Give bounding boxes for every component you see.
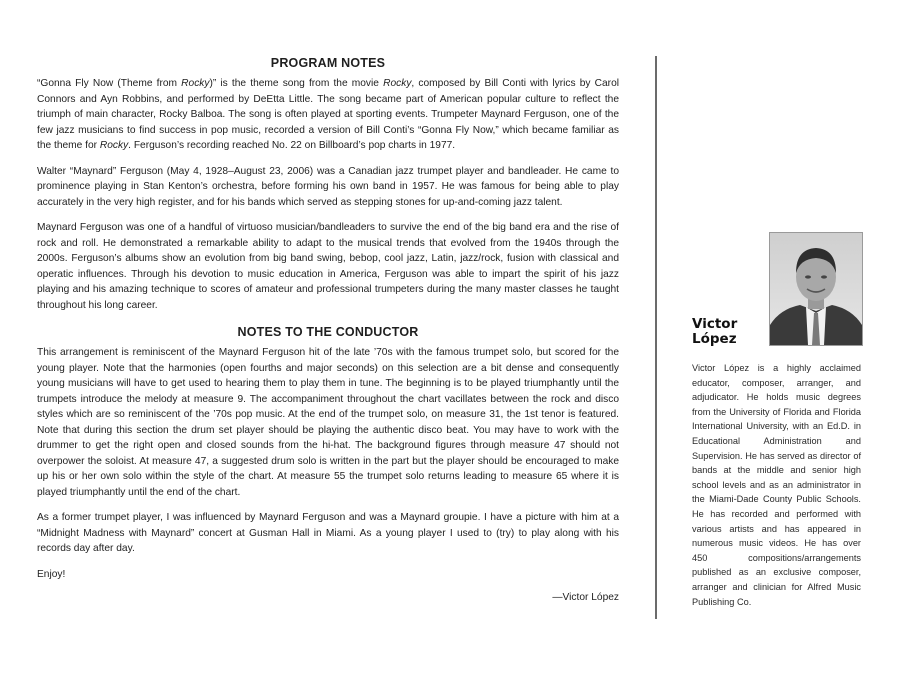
program-notes-heading: PROGRAM NOTES bbox=[270, 56, 386, 70]
program-notes-paragraph-1: “Gonna Fly Now (Theme from Rocky)” is the theme song from the movie Rocky, composed by Bill Conti with lyrics by Carol Connors and Ayn Robbins, and performed by DeEtta Little. The song became part of American popular culture to reflect the triumph of main character, Rocky Balboa. The song is often played at sporting events. Trumpeter Maynard Ferguson, one of the few jazz musicians to find success in pop music, recorded a version of Bill Conti’s “Gonna Fly Now,” which became familiar as the theme for Rocky. Ferguson’s recording reached No. 22 on Billboard’s pop charts in 1977. bbox=[37, 78, 619, 151]
main-column bbox=[37, 56, 619, 603]
conductor-notes-paragraph-2: As a former trumpet player, I was influenced by Maynard Ferguson and was a Maynard groupie. I have a picture with him at a “Midnight Madness with Maynard” concert at Gusman Hall in Miami. As a young player I used to (try) to play along with his records day after day. bbox=[37, 512, 619, 554]
program-notes-paragraph-3: Maynard Ferguson was one of a handful of virtuoso musician/bandleaders to survive the end of the big band era and the rise of rock and roll. He demonstrated a remarkable ability to adapt to the musical trends that evolved from the 1940s through the 2000s. Ferguson’s albums show an evolution from big band swing, bebop, cool jazz, Latin, jazz/rock, fusion with classical and operatic influences. Through his devotion to music education in America, Ferguson was able to impart the spirit of his jazz playing and his amazing technique to scores of amateur and professional trumpeters during the many master classes he taught throughout his long career. bbox=[37, 222, 619, 311]
author-last-name: López bbox=[692, 331, 737, 347]
conductor-notes-heading: NOTES TO THE CONDUCTOR bbox=[237, 325, 419, 339]
author-bio: Victor López is a highly acclaimed educator, composer, arranger, and adjudicator. He holds music degrees from the University of Florida and Florida International University, with an Ed.D. in Educational Administration and Supervision. He has served as director of bands at the middle and senior high school levels and as an administrator in the Miami-Dade County Public Schools. He has recorded and performed with various artists and has appeared in numerous music videos. He has over 450 compositions/arrangements published as an exclusive composer, arranger and clinician for Alfred Music Publishing Co. bbox=[692, 363, 861, 607]
author-name bbox=[692, 317, 737, 347]
signature: —Victor López bbox=[552, 592, 619, 603]
portrait-image bbox=[770, 233, 862, 345]
conductor-notes-paragraph-1: This arrangement is reminiscent of the Maynard Ferguson hit of the late ’70s with the famous trumpet solo, but scored for the young player. Note that the harmonies (open fourths and major seconds) on this selection are a bit dense and consequently young musicians will have to get used to hearing them to play them in tune. The beginning is to be played triumphantly until the trumpets introduce the melody at measure 9. The accompaniment throughout the chart vacillates between the rock and disco styles which are so reminiscent of the ’70s pop music. At the end of the trumpet solo, on measure 31, the 1st tenor is featured. Note that during this section the drum set player should be playing the authentic disco beat. You may have to work with the drummer to get the right open and closed sounds from the hi-hat. The background figures through measure 47 should not overpower the soloist. At measure 47, a suggested drum solo is written in the part but the player should be encouraged to make up his or her own solo within the style of the chart. At measure 55 the trumpet solo returns leading to measure 65 where it is played triumphantly until the end of the chart. bbox=[37, 347, 619, 498]
author-first-name: Victor bbox=[692, 316, 738, 332]
author-photo bbox=[769, 232, 863, 346]
program-notes-paragraph-2: Walter “Maynard” Ferguson (May 4, 1928–August 23, 2006) was a Canadian jazz trumpet player and bandleader. He came to prominence playing in Stan Kenton’s orchestra, before forming his own band in 1957. He was famous for being able to play accurately in the very high register, and for his bands which served as stepping stones for up-and-coming jazz talent. bbox=[37, 165, 619, 208]
column-divider bbox=[655, 56, 657, 619]
conductor-notes-paragraph-3: Enjoy! bbox=[37, 568, 66, 580]
